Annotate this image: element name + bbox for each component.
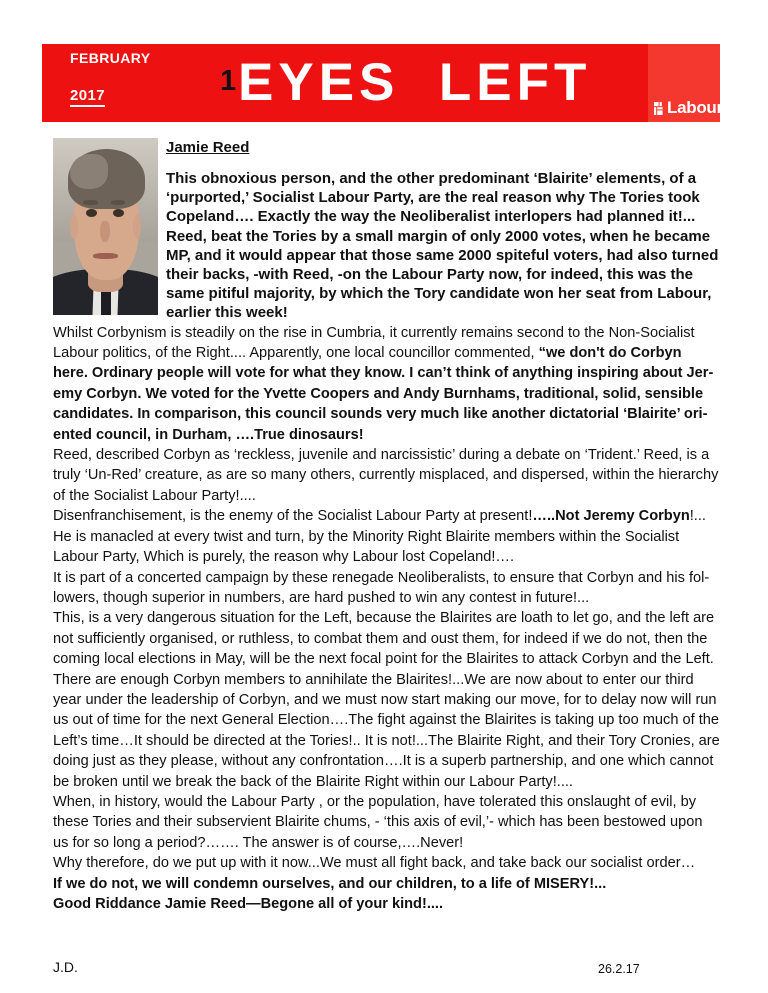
issue-month: FEBRUARY bbox=[70, 50, 151, 66]
labour-logo bbox=[648, 44, 723, 122]
text-run: It is part of a concerted campaign by these renegade Neoliberalists, to ensure that Corbyn and his fol-lowers, though superior in numbers, are hard pushed to win any contest in future!... bbox=[53, 569, 710, 606]
text-run-bold: If we do not, we will condemn ourselves, and our children, to a life of MISERY!... bbox=[53, 875, 607, 892]
text-run: Whilst Corbynism is steadily on the rise in Cumbria, it currently remains second to the Non-Socialist Labour politics, of the Right.... Apparently, one local councillor commented, bbox=[53, 324, 695, 362]
paragraph-dangerous-situation bbox=[53, 608, 720, 792]
paragraph-corbynism-cumbria bbox=[53, 323, 720, 445]
photo-mouth bbox=[93, 253, 118, 259]
text-run: When, in history, would the Labour Party , or the population, have tolerated this onslaught of evil, by these Tories and their subservient Blairite chums, - ‘this axis of evil,’- which has been bestowed upon us for so long a period?……. The answer is of course,….Never! bbox=[53, 793, 703, 851]
article-body bbox=[53, 138, 720, 914]
person-name: Jamie Reed bbox=[166, 139, 250, 156]
photo-tie bbox=[101, 290, 110, 315]
publication-date: 26.2.17 bbox=[598, 962, 640, 976]
photo-ear-right bbox=[133, 214, 141, 239]
page-title: EYES LEFT bbox=[238, 53, 592, 112]
text-run: This, is a very dangerous situation for the Left, because the Blairites are loath to let go, and the left are not sufficiently organised, or ruthless, to combat them and oust them, for indeed if we do not, then the coming local elections in May, will be the next focal point for the Blairites to attack Corbyn and the Left. There are enough Corbyn members to annihilate the Blairites!...We are now about to enter our third year under the leadership of Corbyn, and we must now start making our move, for to delay now will run us out of time for the next General Election….The fight against the Blairites is taking up too much of the Left’s time…It should be directed at the Tories!.. It is not!...The Blairite Right, and their Tory Cronies, are doing just as they please, without any confrontation….It is a superb partnership, and one which cannot be broken until we break the back of the Blairite Right within our Labour Party!.... bbox=[53, 610, 720, 790]
labour-logo-mark bbox=[654, 100, 723, 116]
intro-paragraph: This obnoxious person, and the other predominant ‘Blairite’ elements, of a ‘purported,’ Socialist Labour Party, are the real reason why The Tories took Copeland…. Exactly the way the Neoliberalist interlopers had planned it!... Reed, beat the Tories by a small margin of only 2000 votes, when he became MP, and it would appear that those same 2000 spiteful voters, had also turned their backs, -with Reed, -on the Labour Party now, for indeed, this was the same pitiful majority, by which the Tory candidate won her seat from Labour, earlier this week! bbox=[166, 170, 719, 322]
photo-nose bbox=[100, 221, 109, 242]
labour-logo-text: Labour bbox=[667, 98, 723, 117]
jamie-reed-photo bbox=[53, 138, 158, 315]
text-run-bold: “we don't do Corbyn here. Ordinary people will vote for what they know. I can’t think of anything inspiring about Jer-emy Corbyn. We voted for the Yvette Coopers and Andy Burnhams, traditional, solid, sensible candidates. In comparison, this council sounds very much like another dictatorial ‘Blairite’ ori-ented council, in Durham, ….True dinosaurs! bbox=[53, 345, 714, 443]
text-run: Why therefore, do we put up with it now...We must all fight back, and take back our socialist order… bbox=[53, 855, 696, 872]
author-initials: J.D. bbox=[53, 959, 78, 975]
masthead-banner bbox=[42, 44, 723, 122]
issue-year: 2017 bbox=[70, 88, 105, 107]
photo-eye-right bbox=[113, 209, 125, 217]
paragraph-fight-back bbox=[53, 853, 720, 873]
photo-hair-highlight bbox=[70, 154, 108, 189]
paragraph-disenfranchisement bbox=[53, 506, 720, 567]
issue-date-block bbox=[70, 50, 220, 107]
paragraph-concerted-campaign bbox=[53, 568, 720, 609]
photo-eye-left bbox=[86, 209, 98, 217]
paragraph-misery-warning bbox=[53, 874, 720, 894]
paragraph-good-riddance bbox=[53, 894, 720, 914]
paragraph-axis-of-evil bbox=[53, 792, 720, 853]
labour-rose-icon bbox=[654, 102, 665, 115]
issue-number: 1 bbox=[220, 65, 237, 97]
text-run: Reed, described Corbyn as ‘reckless, juvenile and narcissistic’ during a debate on ‘Trident.’ Reed, is a truly ‘Un-Red’ creature, as are so many others, currently misplaced, and dispersed, within the hierarchy of the Socialist Labour Party!.... bbox=[53, 447, 719, 504]
photo-brow-right bbox=[111, 200, 126, 205]
article-paragraph-list bbox=[53, 323, 720, 915]
text-run-bold: Good Riddance Jamie Reed—Begone all of your kind!.... bbox=[53, 896, 444, 912]
photo-brow-left bbox=[83, 200, 98, 205]
text-run: !... He is manacled at every twist and turn, by the Minority Right Blairite members within the Socialist Labour Party, Which is purely, the reason why Labour lost Copeland!…. bbox=[53, 508, 706, 566]
paragraph-reed-trident bbox=[53, 445, 720, 506]
text-run: Disenfranchisement, is the enemy of the Socialist Labour Party at present! bbox=[53, 508, 533, 525]
text-run-bold: …..Not Jeremy Corbyn bbox=[532, 508, 690, 525]
photo-ear-left bbox=[70, 214, 78, 239]
